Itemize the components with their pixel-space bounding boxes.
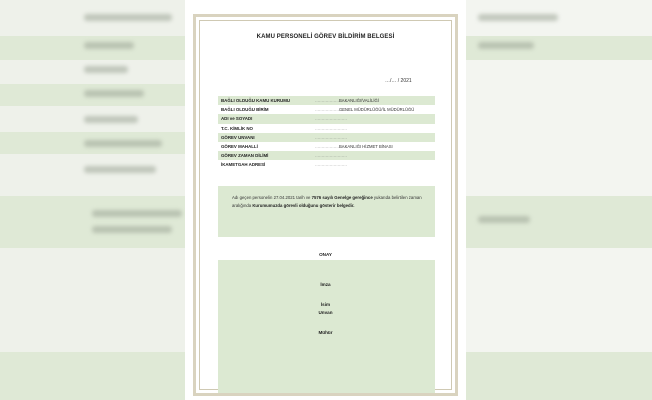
form-row-time-slot — [218, 151, 435, 160]
bg-text-blur — [478, 42, 534, 49]
field-dots: …………………… — [315, 116, 347, 122]
approval-box — [218, 260, 435, 393]
bg-text-blur — [84, 42, 134, 49]
bg-text-blur — [92, 210, 182, 217]
form-row-location — [218, 142, 435, 151]
field-value: BAKANLIĞI HİZMET BİNASI — [339, 144, 393, 150]
field-label: T.C. KİMLİK NO — [221, 125, 253, 131]
form-row-address — [218, 160, 435, 169]
bg-text-blur — [84, 166, 156, 173]
field-dots: …………………… — [315, 162, 347, 168]
bg-text-blur — [84, 116, 138, 123]
field-label: GÖREV UNVANI — [221, 134, 255, 140]
field-label: GÖREV ZAMAN DİLİMİ — [221, 153, 269, 159]
field-value: GENEL MÜDÜRLÜĞÜ/İL MÜDÜRLÜĞÜ — [339, 107, 415, 113]
field-label: GÖREV MAHALLİ — [221, 144, 258, 150]
form-row-institution — [218, 96, 435, 105]
document-page — [185, 0, 466, 400]
bg-band — [466, 352, 652, 400]
name-label: İsim — [320, 302, 331, 307]
bg-text-blur — [84, 90, 144, 97]
field-label: ADI ve SOYADI — [221, 116, 253, 122]
bg-text-blur — [84, 140, 162, 147]
field-dots: …………………… — [315, 144, 347, 150]
statement-box — [218, 186, 435, 237]
seal-label: Mühür — [318, 330, 333, 335]
document-title: KAMU PERSONELİ GÖREV BİLDİRİM BELGESİ — [256, 34, 395, 40]
field-label: BAĞLI OLDUĞU BİRİM — [221, 107, 269, 113]
statement-bold: Kurumumuzda görevli olduğunu gösterir belgedir. — [252, 202, 355, 208]
field-label: İKAMETGAH ADRESİ — [221, 162, 266, 168]
approval-heading: ONAY — [319, 252, 332, 257]
bg-text-blur — [478, 14, 558, 21]
form-row-id-number — [218, 124, 435, 133]
field-dots: …………………… — [315, 107, 347, 113]
bg-text-blur — [478, 216, 530, 223]
field-value: BAKANLIĞI/VALİLİĞİ — [339, 98, 379, 104]
statement-bold: 7576 sayılı Genelge gereğince — [311, 195, 373, 200]
bg-text-blur — [84, 66, 128, 73]
bg-text-blur — [92, 226, 172, 233]
signature-label: İmza — [320, 282, 331, 287]
field-dots: …………………… — [315, 98, 347, 104]
form-row-unit — [218, 105, 435, 114]
form-row-title — [218, 133, 435, 142]
field-dots: …………………… — [315, 125, 347, 131]
bg-text-blur — [84, 14, 172, 21]
personnel-form — [218, 96, 435, 170]
statement-text: Adı geçen personelin 27.04.2021 tarih ve — [232, 195, 312, 200]
title-label: Unvan — [318, 310, 333, 315]
statement-text: yukarıda belirtilen zaman aralığında — [232, 195, 422, 208]
field-dots: …………………… — [315, 134, 347, 140]
field-dots: …………………… — [315, 153, 347, 159]
document-date: …/… / 2021 — [385, 78, 412, 84]
field-label: BAĞLI OLDUĞU KAMU KURUMU — [221, 98, 291, 104]
form-row-name — [218, 114, 435, 123]
